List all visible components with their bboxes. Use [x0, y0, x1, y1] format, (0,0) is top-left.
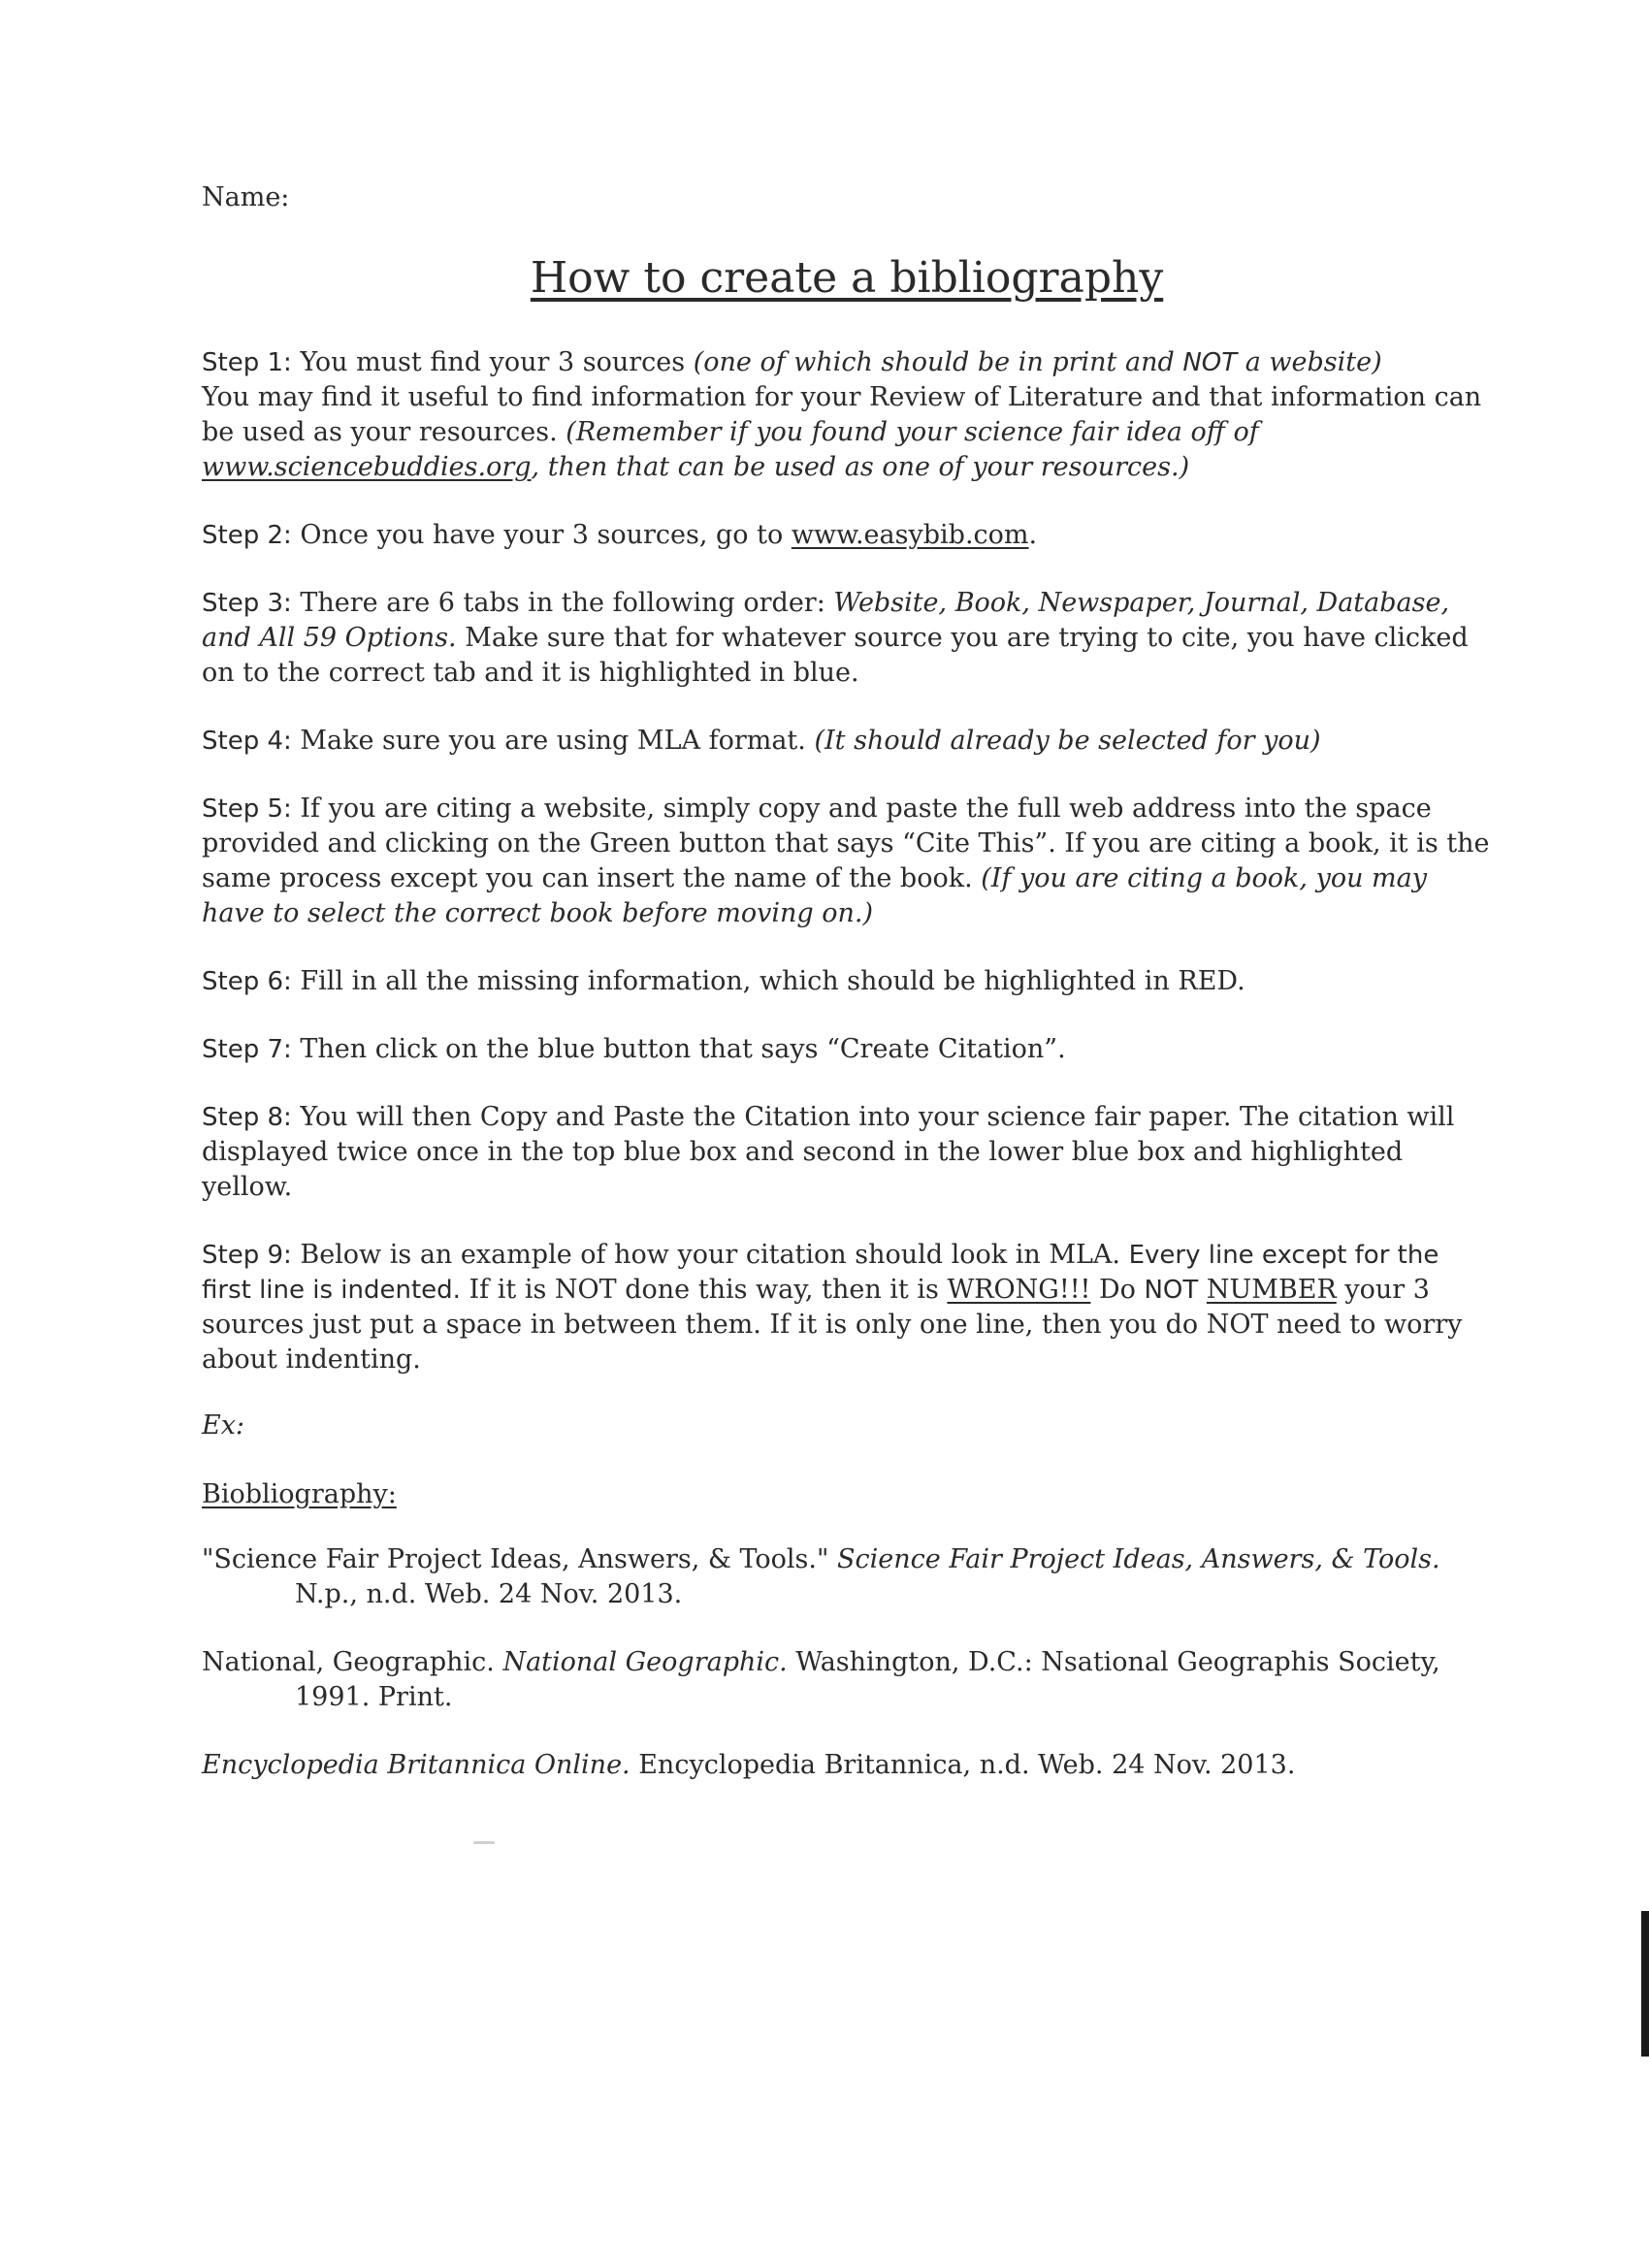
step-9-label: Step 9:	[202, 1241, 292, 1270]
citation-2-details: Washington, D.C.: Nsational Geographis Society, 1991. Print.	[295, 1647, 1440, 1712]
sciencebuddies-link[interactable]: www.sciencebuddies.org	[202, 452, 532, 482]
step-9-text: Below is an example of how your citation should look in MLA.	[291, 1240, 1129, 1270]
step-5-text: If you are citing a website, simply copy and paste the full web address into the space provided and clicking on the Green button that says “Cite This”. If you are citing a book, it is the same process except you can insert the name of the book.	[202, 794, 1490, 893]
bibliography-heading: Biobliography:	[202, 1479, 397, 1509]
step-9-number: NUMBER	[1206, 1275, 1337, 1305]
step-2-end: .	[1028, 520, 1038, 550]
document-page	[202, 182, 1492, 1816]
easybib-link[interactable]: www.easybib.com	[791, 520, 1029, 550]
citation-2	[202, 1645, 1492, 1715]
step-4-label: Step 4:	[202, 727, 292, 756]
scan-smudge	[473, 1841, 495, 1844]
step-1-italic-end: a website)	[1237, 347, 1382, 377]
step-6-text: Fill in all the missing information, which should be highlighted in RED.	[300, 966, 1245, 996]
step-5	[202, 792, 1492, 931]
step-1-text: You must find your 3 sources	[300, 347, 694, 377]
citation-2-italic: National Geographic.	[502, 1647, 788, 1677]
example-label: Ex:	[202, 1410, 245, 1441]
step-6-label: Step 6:	[202, 967, 292, 996]
step-9-bold: Every line except for the first line is indented.	[202, 1241, 1439, 1305]
scan-edge-mark	[1641, 1911, 1649, 2057]
citation-1-details: N.p., n.d. Web. 24 Nov. 2013.	[295, 1579, 683, 1609]
citation-1-title: "Science Fair Project Ideas, Answers, & Tools."	[202, 1544, 838, 1574]
step-9	[202, 1238, 1492, 1377]
step-7	[202, 1032, 1492, 1067]
step-1-italic: (one of which should be in print and	[693, 347, 1183, 377]
step-2-text: Once you have your 3 sources, go to	[300, 520, 792, 550]
step-9-space	[1198, 1275, 1207, 1305]
step-3-text: There are 6 tabs in the following order:	[300, 588, 834, 618]
step-1-text-2: You may find it useful to find information for your Review of Literature and that information can be used as your resources.	[202, 382, 1482, 447]
step-9-not: NOT	[1144, 1276, 1199, 1305]
name-label: Name:	[202, 182, 290, 212]
step-9-text-2: If it is NOT done this way, then it is	[460, 1275, 948, 1305]
step-5-italic: (If you are citing a book, you may have to select the correct book before moving on.)	[202, 863, 1428, 928]
step-7-label: Step 7:	[202, 1035, 292, 1064]
citation-1	[202, 1542, 1492, 1612]
step-1-label: Step 1:	[202, 348, 292, 377]
step-8	[202, 1100, 1492, 1205]
step-4	[202, 724, 1492, 759]
step-1	[202, 345, 1492, 485]
step-9-text-3: Do	[1090, 1275, 1145, 1305]
step-7-text: Then click on the blue button that says “Create Citation”.	[300, 1034, 1066, 1064]
step-9-wrong: WRONG!!!	[947, 1275, 1091, 1305]
page-title: How to create a bibliography	[530, 253, 1164, 303]
citation-3-details: Encyclopedia Britannica, n.d. Web. 24 Nov. 2013.	[630, 1750, 1296, 1780]
step-1-italic-3: , then that can be used as one of your resources.)	[531, 452, 1190, 482]
step-2-label: Step 2:	[202, 521, 292, 550]
citation-1-italic: Science Fair Project Ideas, Answers, & Tools.	[837, 1544, 1440, 1574]
step-3-label: Step 3:	[202, 589, 292, 618]
step-9-text-4: your 3 sources just put a space in between them. If it is only one line, then you do NOT need to worry about indenting.	[202, 1275, 1463, 1375]
step-3-text-2: Make sure that for whatever source you are trying to cite, you have clicked on to the correct tab and it is highlighted in blue.	[202, 623, 1469, 688]
step-4-text: Make sure you are using MLA format.	[300, 726, 815, 756]
step-3	[202, 586, 1492, 691]
step-4-italic: (It should already be selected for you)	[814, 726, 1321, 756]
step-8-label: Step 8:	[202, 1103, 292, 1132]
step-1-not: NOT	[1182, 348, 1238, 377]
step-1-italic-2: (Remember if you found your science fair idea off of	[566, 417, 1259, 447]
step-8-text: You will then Copy and Paste the Citation into your science fair paper. The citation will displayed twice once in the top blue box and second in the lower blue box and highlighted yellow.	[202, 1102, 1455, 1202]
step-6	[202, 964, 1492, 999]
step-2	[202, 518, 1492, 553]
step-5-label: Step 5:	[202, 794, 292, 824]
citation-2-author: National, Geographic.	[202, 1647, 503, 1677]
step-3-tabs: Website, Book, Newspaper, Journal, Database, and All 59 Options.	[202, 588, 1450, 653]
citation-3-italic: Encyclopedia Britannica Online.	[202, 1750, 630, 1780]
citation-3	[202, 1748, 1492, 1783]
